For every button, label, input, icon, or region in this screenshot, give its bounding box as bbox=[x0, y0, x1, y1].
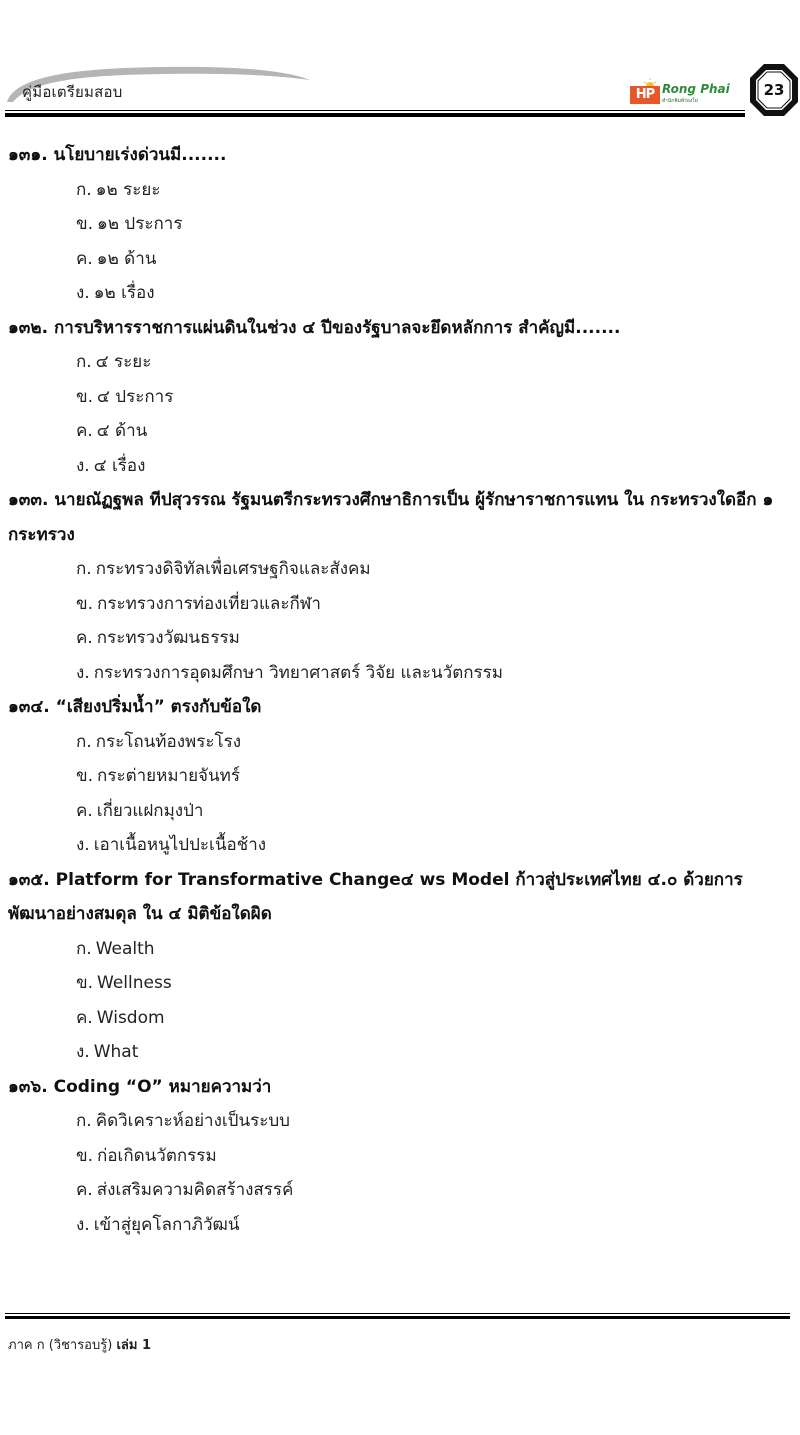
option-text: กระทรวงดิจิทัลเพื่อเศรษฐกิจและสังคม bbox=[95, 559, 371, 579]
question-stem bbox=[0, 1070, 800, 1105]
answer-option bbox=[0, 207, 800, 242]
answer-option bbox=[0, 759, 800, 794]
logo-mark: HP bbox=[630, 86, 660, 104]
option-text: Wealth bbox=[95, 938, 155, 959]
answer-option bbox=[0, 725, 800, 760]
option-letter: ข. bbox=[76, 973, 94, 993]
publisher-logo bbox=[630, 78, 755, 108]
option-text: ๔ ประการ bbox=[97, 386, 174, 407]
question-136 bbox=[0, 1070, 800, 1243]
option-text: กระต่ายหมายจันทร์ bbox=[97, 766, 240, 786]
answer-option bbox=[0, 345, 800, 380]
question-stem bbox=[0, 311, 800, 346]
option-letter: ง. bbox=[76, 1042, 90, 1062]
option-letter: ง. bbox=[76, 455, 90, 476]
option-text: เกี่ยวแฝกมุงป่า bbox=[96, 800, 204, 821]
answer-option bbox=[0, 1104, 800, 1139]
page-number-badge bbox=[748, 62, 800, 118]
option-letter: ก. bbox=[76, 352, 92, 372]
answer-option bbox=[0, 276, 800, 311]
answer-option bbox=[0, 1035, 800, 1070]
option-text: ๑๒ ประการ bbox=[97, 214, 183, 234]
option-text: ๑๒ ด้าน bbox=[96, 248, 157, 269]
question-number: ๑๓๕. bbox=[8, 869, 50, 890]
option-letter: ค. bbox=[76, 248, 93, 269]
question-text: นโยบายเร่งด่วนมี....... bbox=[53, 145, 227, 165]
question-number: ๑๓๒. bbox=[8, 317, 49, 338]
option-letter: ข. bbox=[76, 386, 94, 407]
page-number: 23 bbox=[763, 81, 785, 99]
question-134 bbox=[0, 690, 800, 863]
answer-option bbox=[0, 380, 800, 415]
question-number: ๑๓๖. bbox=[8, 1076, 48, 1097]
logo-tagline: สำนักพิมพ์ร่องไผ่ bbox=[662, 98, 698, 104]
answer-option bbox=[0, 1139, 800, 1174]
option-text: Wellness bbox=[97, 973, 172, 993]
option-text: Wisdom bbox=[96, 1007, 165, 1028]
answer-option bbox=[0, 1173, 800, 1208]
question-stem bbox=[0, 863, 800, 932]
header-title: คู่มือเตรียมสอบ bbox=[22, 83, 123, 101]
option-letter: ง. bbox=[76, 1214, 90, 1235]
option-text: กระทรวงวัฒนธรรม bbox=[96, 628, 240, 648]
answer-option bbox=[0, 173, 800, 208]
question-number: ๑๓๑. bbox=[8, 145, 48, 165]
option-text: เอาเนื้อหนูไปปะเนื้อช้าง bbox=[93, 835, 267, 855]
option-letter: ก. bbox=[76, 559, 92, 579]
option-letter: ก. bbox=[76, 938, 92, 959]
footer-rule-thin bbox=[5, 1313, 790, 1314]
option-text: ๔ ระยะ bbox=[95, 352, 152, 372]
option-letter: ค. bbox=[76, 1180, 93, 1200]
page-footer bbox=[8, 1334, 151, 1355]
question-text: การบริหารราชการแผ่นดินในช่วง ๔ ปีของรัฐบาลจะยึดหลักการ สำคัญมี....... bbox=[54, 317, 621, 338]
option-letter: ค. bbox=[76, 628, 93, 648]
answer-option bbox=[0, 656, 800, 691]
question-text: Platform for Transformative Change๔ ws Model ก้าวสู่ประเทศไทย ๔.๐ ด้วยการพัฒนาอย่างสมดุล ใน ๔ มิติข้อใดผิด bbox=[8, 869, 743, 924]
footer-section: ภาค ก (วิชารอบรู้) bbox=[8, 1338, 113, 1353]
option-text: คิดวิเคราะห์อย่างเป็นระบบ bbox=[95, 1111, 290, 1131]
option-letter: ค. bbox=[76, 800, 93, 821]
option-letter: ก. bbox=[76, 731, 92, 752]
question-stem bbox=[0, 690, 800, 725]
option-text: กระทรวงการอุดมศึกษา วิทยาศาสตร์ วิจัย และนวัตกรรม bbox=[93, 662, 504, 683]
answer-option bbox=[0, 242, 800, 277]
question-number: ๑๓๓. bbox=[8, 490, 49, 510]
answer-option bbox=[0, 449, 800, 484]
answer-option bbox=[0, 587, 800, 622]
answer-option bbox=[0, 621, 800, 656]
question-list bbox=[0, 138, 800, 1242]
question-131 bbox=[0, 138, 800, 311]
answer-option bbox=[0, 932, 800, 967]
question-text: Coding “O” หมายความว่า bbox=[53, 1076, 272, 1097]
option-text: เข้าสู่ยุคโลกาภิวัฒน์ bbox=[93, 1214, 240, 1235]
option-letter: ค. bbox=[76, 1007, 93, 1028]
question-text: นายณัฏฐพล ทีปสุวรรณ รัฐมนตรีกระทรวงศึกษาธิการเป็น ผู้รักษาราชการแทน ใน กระทรวงใดอีก ๑ กระทรวง bbox=[8, 490, 780, 545]
question-133 bbox=[0, 483, 800, 690]
question-stem bbox=[0, 138, 800, 173]
footer-volume: เล่ม 1 bbox=[116, 1338, 151, 1353]
logo-brand: Rong Phai bbox=[662, 82, 730, 96]
option-letter: ข. bbox=[76, 214, 94, 234]
option-text: ก่อเกิดนวัตกรรม bbox=[97, 1145, 217, 1166]
question-132 bbox=[0, 311, 800, 484]
option-text: ๔ เรื่อง bbox=[93, 455, 146, 476]
option-letter: ค. bbox=[76, 421, 93, 441]
question-number: ๑๓๔. bbox=[8, 697, 50, 717]
option-letter: ก. bbox=[76, 1111, 92, 1131]
header-rule-thin bbox=[5, 110, 745, 111]
answer-option bbox=[0, 828, 800, 863]
option-text: กระทรวงการท่องเที่ยวและกีฬา bbox=[97, 593, 321, 614]
option-letter: ก. bbox=[76, 179, 92, 200]
option-letter: ง. bbox=[76, 662, 90, 683]
option-letter: ข. bbox=[76, 593, 94, 614]
option-text: กระโถนท้องพระโรง bbox=[95, 731, 242, 752]
question-135 bbox=[0, 863, 800, 1070]
option-letter: ข. bbox=[76, 1145, 94, 1166]
answer-option bbox=[0, 1208, 800, 1243]
sun-icon bbox=[642, 78, 658, 86]
answer-option bbox=[0, 552, 800, 587]
option-text: ส่งเสริมความคิดสร้างสรรค์ bbox=[96, 1180, 294, 1200]
option-text: What bbox=[93, 1042, 139, 1062]
question-stem bbox=[0, 483, 800, 552]
option-text: ๔ ด้าน bbox=[96, 421, 148, 441]
option-text: ๑๒ เรื่อง bbox=[93, 283, 155, 303]
header-rule-thick bbox=[5, 113, 745, 117]
answer-option bbox=[0, 966, 800, 1001]
question-text: “เสียงปริ่มน้ำ” ตรงกับข้อใด bbox=[55, 697, 262, 717]
footer-rule-thick bbox=[5, 1316, 790, 1319]
option-letter: ข. bbox=[76, 766, 94, 786]
option-text: ๑๒ ระยะ bbox=[95, 179, 161, 200]
option-letter: ง. bbox=[76, 835, 90, 855]
answer-option bbox=[0, 794, 800, 829]
answer-option bbox=[0, 414, 800, 449]
answer-option bbox=[0, 1001, 800, 1036]
option-letter: ง. bbox=[76, 283, 90, 303]
page-header bbox=[0, 0, 800, 130]
